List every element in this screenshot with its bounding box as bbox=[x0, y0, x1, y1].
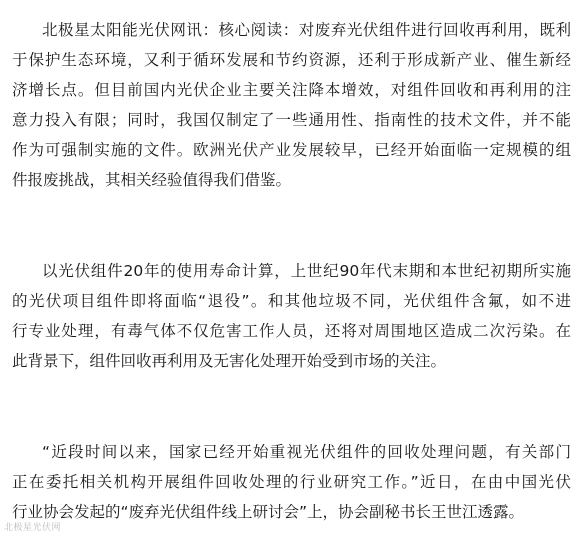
paragraph-line: 的光伏项目组件即将面临“退役”。和其他垃圾不同，光伏组件含氟，如不进 bbox=[12, 292, 571, 310]
paragraph-line: 此背景下，组件回收再利用及无害化处理开始受到市场的关注。 bbox=[12, 352, 447, 370]
paragraph-line: 以光伏组件20年的使用寿命计算，上世纪90年代末期和本世纪初期所实施 bbox=[42, 262, 571, 280]
paragraph-line: 行业协会发起的“废弃光伏组件线上研讨会”上，协会副秘书长王世江透露。 bbox=[12, 503, 525, 521]
paragraph-line: 行专业处理，有毒气体不仅危害工作人员，还将对周围地区造成二次污染。在 bbox=[12, 322, 571, 340]
paragraph-line: 正在委托相关机构开展组件回收处理的行业研究工作。”近日，在由中国光伏 bbox=[12, 473, 571, 491]
paragraph-line: 北极星太阳能光伏网讯：核心阅读：对废弃光伏组件进行回收再利用，既利 bbox=[42, 21, 571, 39]
paragraph-line: “近段时间以来，国家已经开始重视光伏组件的回收处理问题，有关部门 bbox=[42, 443, 571, 461]
paragraph-line: 于保护生态环境，又利于循环发展和节约资源，还利于形成新产业、催生新经 bbox=[12, 51, 571, 69]
paragraph-line: 意力投入有限；同时，我国仅制定了一些通用性、指南性的技术文件，并不能 bbox=[12, 111, 571, 129]
paragraph-line: 作为可强制实施的文件。欧洲光伏产业发展较早，已经开始面临一定规模的组 bbox=[12, 141, 571, 159]
paragraph-line: 件报废挑战，其相关经验值得我们借鉴。 bbox=[12, 171, 292, 189]
watermark: 北极星光伏网 bbox=[4, 523, 62, 533]
paragraph-line: 济增长点。但目前国内光伏企业主要关注降本增效，对组件回收和再利用的注 bbox=[12, 81, 571, 99]
